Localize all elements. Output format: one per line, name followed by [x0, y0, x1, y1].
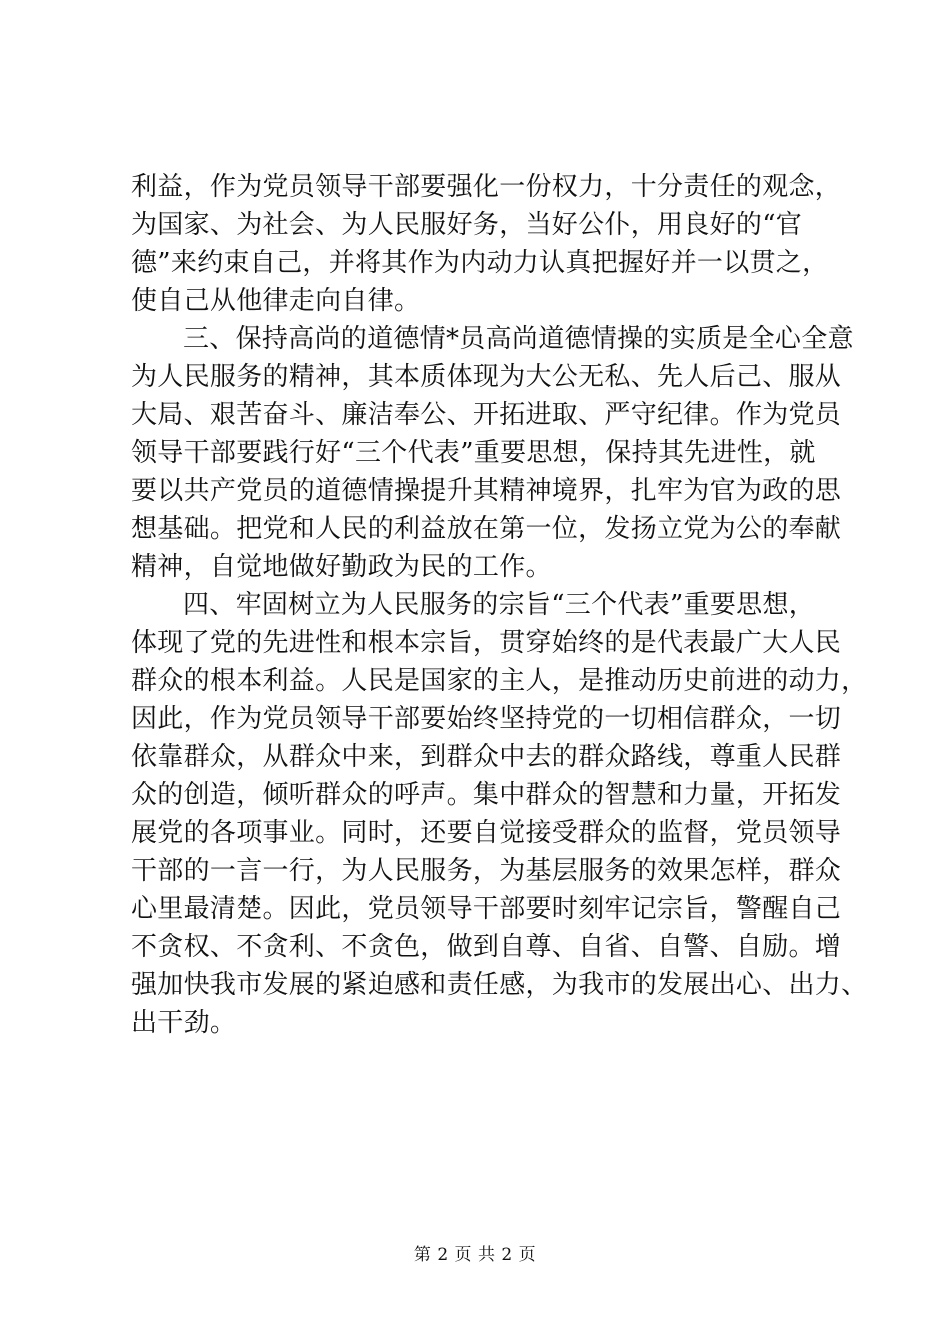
text-line: 大局、艰苦奋斗、廉洁奉公、开拓进取、严守纪律。作为党员: [131, 400, 842, 430]
text-line: 德”来约束自己，并将其作为内动力认真把握好并一以贯之，: [131, 248, 829, 278]
text-line: 为人民服务的精神，其本质体现为大公无私、先人后己、服从: [131, 362, 842, 392]
text-line: 三、保持高尚的道德情*员高尚道德情操的实质是全心全意: [183, 324, 854, 354]
text-line: 干部的一言一行，为人民服务，为基层服务的效果怎样，群众: [131, 856, 842, 886]
text-line: 四、牢固树立为人民服务的宗旨“三个代表”重要思想，: [183, 590, 816, 620]
text-line: 要以共产党员的道德情操提升其精神境界，扎牢为官为政的思: [131, 476, 842, 506]
text-line: 出干劲。: [131, 1008, 237, 1038]
page-footer: 第 2 页 共 2 页: [413, 1245, 537, 1265]
text-line: 精神，自觉地做好勤政为民的工作。: [131, 552, 552, 582]
document-body: [131, 168, 868, 1042]
text-line: 为国家、为社会、为人民服好务，当好公仆，用良好的“官: [131, 210, 803, 240]
text-line: 众的创造，倾听群众的呼声。集中群众的智慧和力量，开拓发: [131, 780, 842, 810]
text-line: 不贪权、不贪利、不贪色，做到自尊、自省、自警、自励。增: [131, 932, 842, 962]
text-line: 群众的根本利益。人民是国家的主人，是推动历史前进的动力，: [131, 666, 868, 696]
text-line: 强加快我市发展的紧迫感和责任感，为我市的发展出心、出力、: [131, 970, 868, 1000]
text-line: 利益，作为党员领导干部要强化一份权力，十分责任的观念，: [131, 172, 842, 202]
text-line: 领导干部要践行好“三个代表”重要思想，保持其先进性，就: [131, 438, 816, 468]
text-line: 心里最清楚。因此，党员领导干部要时刻牢记宗旨，警醒自己: [131, 894, 842, 924]
text-line: 体现了党的先进性和根本宗旨，贯穿始终的是代表最广大人民: [131, 628, 842, 658]
text-line: 依靠群众，从群众中来，到群众中去的群众路线，尊重人民群: [131, 742, 842, 772]
text-line: 想基础。把党和人民的利益放在第一位，发扬立党为公的奉献: [131, 514, 842, 544]
text-line: 展党的各项事业。同时，还要自觉接受群众的监督，党员领导: [131, 818, 842, 848]
text-line: 因此，作为党员领导干部要始终坚持党的一切相信群众，一切: [131, 704, 842, 734]
text-line: 使自己从他律走向自律。: [131, 286, 421, 316]
